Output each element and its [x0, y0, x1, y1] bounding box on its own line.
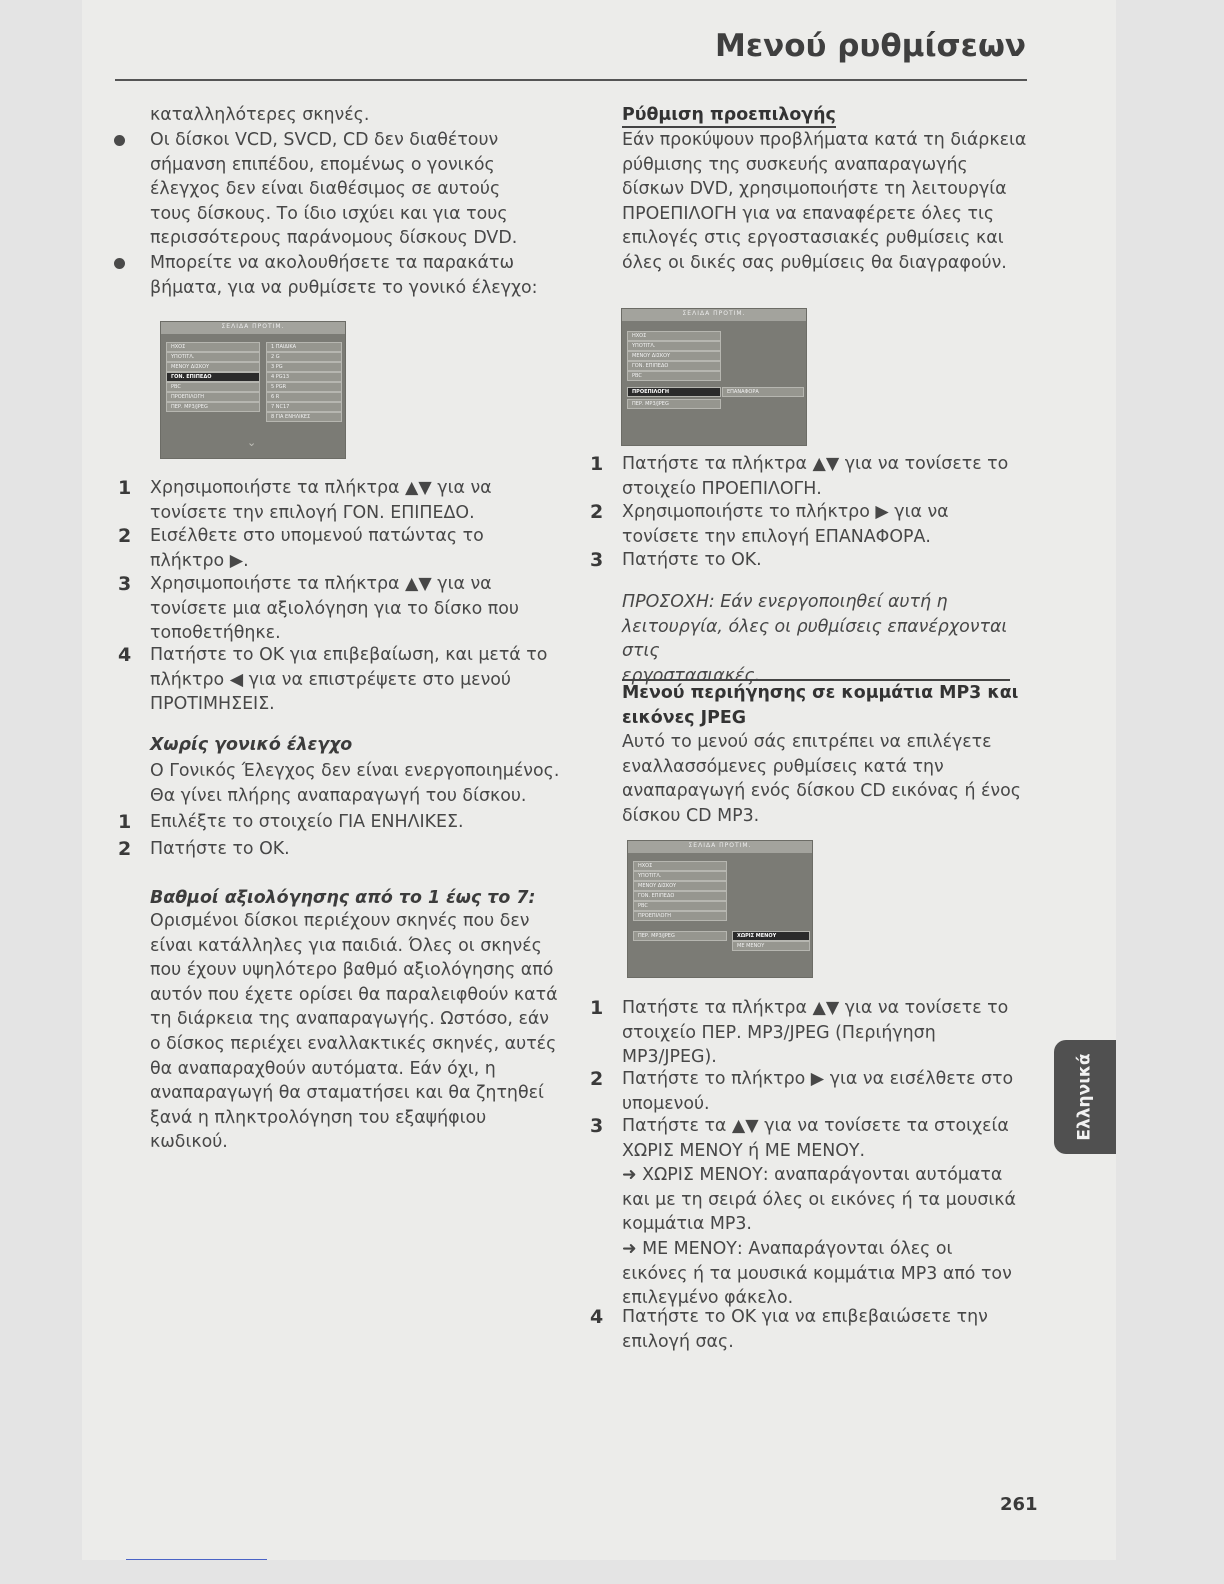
body-line: Εάν προκύψουν προβλήματα κατά τη διάρκεια	[622, 130, 1027, 150]
language-tab	[1054, 1040, 1116, 1154]
step-line: ➜ ΜΕ ΜΕΝΟΥ: Αναπαράγονται όλες οι	[622, 1238, 953, 1259]
mp3-menu-screenshot	[627, 840, 813, 978]
body-line: που έχουν υψηλότερο βαθμό αξιολόγησης από	[150, 960, 554, 981]
body-line: δίσκου CD MP3.	[622, 805, 760, 826]
caution-line: εργοστασιακές.	[622, 665, 761, 686]
body-line: όλες οι δικές σας ρυθμίσεις θα διαγραφούν.	[622, 252, 1007, 273]
defaults-menu-screenshot	[621, 308, 807, 446]
step-line: Πατήστε το OK.	[150, 839, 290, 859]
mp3-body	[622, 730, 1032, 828]
step-number: 1	[118, 811, 132, 833]
step-line: Επιλέξτε το στοιχείο ΓΙΑ ΕΝΗΛΙΚΕΣ.	[150, 812, 464, 832]
submenu-item: 4 PG13	[266, 372, 342, 382]
menu-title-bar	[622, 309, 806, 321]
step-item	[118, 837, 568, 862]
page-number: 261	[1000, 1494, 1038, 1515]
submenu-item: 3 PG	[266, 362, 342, 372]
step-number: 4	[118, 644, 132, 666]
body-line: ξανά η πληκτρολόγηση του εξαψήφιου	[150, 1107, 487, 1128]
step-item	[590, 1114, 1032, 1311]
submenu-item: ΜΕ ΜΕΝΟΥ	[732, 941, 810, 951]
step-line: Χρησιμοποιήστε τα πλήκτρα ▲▼ για να	[150, 478, 492, 498]
step-line: τονίσετε μια αξιολόγηση για το δίσκο που	[150, 598, 519, 619]
menu-item: ΓΟΝ. ΕΠΙΠΕΔΟ	[627, 361, 721, 371]
ratings-heading: Βαθμοί αξιολόγησης από το 1 έως το 7:	[150, 888, 536, 908]
bullet-line: Μπορείτε να ακολουθήσετε τα παρακάτω	[150, 253, 515, 273]
step-item	[590, 1067, 1032, 1116]
body-line: είναι κατάλληλες για παιδιά. Όλες οι σκηνές	[150, 935, 542, 956]
step-number: 3	[590, 1115, 604, 1137]
step-item	[590, 452, 1032, 501]
step-item	[118, 643, 568, 717]
step-line: υπομενού.	[622, 1093, 710, 1114]
step-number: 3	[590, 549, 604, 571]
body-line: Ορισμένοι δίσκοι περιέχουν σκηνές που δεν	[150, 911, 530, 931]
submenu-item-selected: ΧΩΡΙΣ ΜΕΝΟΥ	[732, 931, 810, 941]
caution-line: ΠΡΟΣΟΧΗ: Εάν ενεργοποιηθεί αυτή η	[622, 592, 948, 612]
submenu-item: 2 G	[266, 352, 342, 362]
step-line: και με τη σειρά όλες οι εικόνες ή τα μουσικά	[622, 1189, 1017, 1210]
step-number: 3	[118, 573, 132, 595]
bullet-icon	[114, 258, 125, 269]
menu-item-selected: ΓΟΝ. ΕΠΙΠΕΔΟ	[166, 372, 260, 382]
body-line: ΠΡΟΕΠΙΛΟΓΗ για να επαναφέρετε όλες τις	[622, 203, 995, 224]
step-line: πλήκτρο ▶.	[150, 550, 249, 571]
ratings-body	[150, 909, 568, 1155]
step-line: εικόνες ή τα μουσικά κομμάτια MP3 από τον	[622, 1263, 1012, 1284]
menu-item: ΜΕΝΟΥ ΔΙΣΚΟΥ	[633, 881, 727, 891]
menu-item: ΠΡΟΕΠΙΛΟΓΗ	[633, 911, 727, 921]
body-line: Θα γίνει πλήρης αναπαραγωγή του δίσκου.	[150, 785, 527, 806]
body-line: Αυτό το μενού σάς επιτρέπει να επιλέγετε	[622, 732, 992, 752]
left-column	[118, 103, 568, 1183]
menu-item: ΥΠΟΤΙΤΛ.	[166, 352, 260, 362]
bullet-item	[150, 251, 568, 300]
step-line: Χρησιμοποιήστε το πλήκτρο ▶ για να	[622, 502, 949, 522]
body-line: αναπαραγωγή ενός δίσκου CD εικόνας ή ένος	[622, 781, 1021, 802]
heading-line: εικόνες JPEG	[622, 707, 747, 728]
default-heading	[622, 103, 836, 128]
step-line: ΠΡΟΤΙΜΗΣΕΙΣ.	[150, 694, 275, 715]
step-item	[590, 500, 1032, 549]
menu-item: ΠΕΡ. MP3/JPEG	[633, 931, 727, 941]
submenu-item: 7 NC17	[266, 402, 342, 412]
step-line: Πατήστε το OK για να επιβεβαιώσετε την	[622, 1307, 988, 1327]
step-line: Πατήστε τα πλήκτρα ▲▼ για να τονίσετε το	[622, 454, 1009, 474]
no-parental-heading: Χωρίς γονικό έλεγχο	[150, 735, 353, 755]
mp3-heading	[622, 681, 1032, 730]
menu-item: ΜΕΝΟΥ ΔΙΣΚΟΥ	[627, 351, 721, 361]
menu-item: ΠΕΡ. MP3/JPEG	[166, 402, 260, 412]
step-line: κομμάτια MP3.	[622, 1214, 752, 1235]
menu-title-bar	[628, 841, 812, 853]
step-line: Πατήστε το πλήκτρο ▶ για να εισέλθετε στο	[622, 1069, 1014, 1089]
menu-item: ΠΡΟΕΠΙΛΟΓΗ	[166, 392, 260, 402]
step-number: 2	[590, 1068, 604, 1090]
default-body	[622, 128, 1032, 276]
right-column	[590, 103, 1032, 1363]
step-line: επιλεγμένο φάκελο.	[622, 1288, 794, 1309]
bullet-line: περισσότερους παράνομους δίσκους DVD.	[150, 228, 518, 249]
step-number: 1	[590, 453, 604, 475]
menu-item: ΗΧΟΣ	[627, 331, 721, 341]
menu-item: ΠΕΡ. MP3/JPEG	[627, 399, 721, 409]
step-number: 4	[590, 1306, 604, 1328]
step-line: Χρησιμοποιήστε τα πλήκτρα ▲▼ για να	[150, 574, 492, 594]
menu-title: ΣΕΛΙΔΑ ΠΡΟΤΙΜ.	[688, 842, 752, 849]
step-line: επιλογή σας.	[622, 1331, 734, 1352]
chevron-down-icon: ⌄	[247, 436, 257, 449]
language-tab-label-wrap	[1054, 1040, 1116, 1154]
bullet-line: σήμανση επιπέδου, επομένως ο γονικός	[150, 154, 495, 175]
body-line: εναλλασσόμενες ρυθμίσεις κατά την	[622, 756, 944, 777]
step-line: στοιχείο ΠΕΡ. MP3/JPEG (Περιήγηση	[622, 1022, 936, 1043]
intro-continuation: καταλληλότερες σκηνές.	[150, 105, 370, 125]
body-line: ρύθμισης της συσκευής αναπαραγωγής	[622, 154, 968, 175]
bullet-line: τους δίσκους. Το ίδιο ισχύει και για τους	[150, 203, 508, 224]
step-item	[118, 572, 568, 646]
step-number: 2	[590, 501, 604, 523]
footer-underline	[126, 1559, 267, 1560]
submenu-item: 1 ΠΑΙΔΙΚΑ	[266, 342, 342, 352]
language-tab-label: Ελληνικά	[1075, 1053, 1096, 1141]
menu-item: ΜΕΝΟΥ ΔΙΣΚΟΥ	[166, 362, 260, 372]
step-line: Πατήστε τα πλήκτρα ▲▼ για να τονίσετε το	[622, 998, 1009, 1018]
step-line: ΧΩΡΙΣ ΜΕΝΟΥ ή ΜΕ ΜΕΝΟΥ.	[622, 1140, 866, 1161]
step-line: στοιχείο ΠΡΟΕΠΙΛΟΓΗ.	[622, 478, 822, 499]
step-number: 1	[118, 477, 132, 499]
bullet-line: Οι δίσκοι VCD, SVCD, CD δεν διαθέτουν	[150, 130, 499, 150]
menu-item: PBC	[166, 382, 260, 392]
step-line: Εισέλθετε στο υπομενού πατώντας το	[150, 526, 484, 546]
menu-title: ΣΕΛΙΔΑ ΠΡΟΤΙΜ.	[221, 323, 285, 330]
step-line: ➜ ΧΩΡΙΣ ΜΕΝΟΥ: αναπαράγονται αυτόματα	[622, 1165, 1003, 1186]
menu-item: PBC	[627, 371, 721, 381]
submenu-item: 6 R	[266, 392, 342, 402]
body-line: αναπαραγωγή θα σταματήσει και θα ζητηθεί	[150, 1083, 544, 1104]
body-line: κωδικού.	[150, 1132, 228, 1153]
step-item	[118, 810, 568, 835]
step-item	[590, 1305, 1032, 1354]
menu-item: PBC	[633, 901, 727, 911]
title-divider	[115, 79, 1027, 81]
body-line: τη διάρκεια της αναπαραγωγής. Ωστόσο, εάν	[150, 1009, 550, 1030]
bullet-line: βήματα, για να ρυθμίσετε το γονικό έλεγχο:	[150, 277, 538, 298]
menu-item: ΓΟΝ. ΕΠΙΠΕΔΟ	[633, 891, 727, 901]
step-line: Πατήστε το OK για επιβεβαίωση, και μετά το	[150, 645, 548, 665]
menu-item: ΥΠΟΤΙΤΛ.	[627, 341, 721, 351]
step-number: 1	[590, 997, 604, 1019]
step-line: MP3/JPEG).	[622, 1047, 717, 1068]
caution-note	[622, 590, 1032, 688]
menu-item: ΗΧΟΣ	[633, 861, 727, 871]
submenu-item: 8 ΓΙΑ ΕΝΗΛΙΚΕΣ	[266, 412, 342, 422]
body-line: θα αναπαραχθούν αυτόματα. Εάν όχι, η	[150, 1058, 496, 1079]
step-item	[590, 548, 1032, 573]
default-heading-text: Ρύθμιση προεπιλογής	[622, 105, 836, 128]
bullet-icon	[114, 135, 125, 146]
menu-item: ΥΠΟΤΙΤΛ.	[633, 871, 727, 881]
step-number: 2	[118, 525, 132, 547]
submenu-item: ΕΠΑΝΑΦΟΡΑ	[722, 387, 804, 397]
caution-line: λειτουργία, όλες οι ρυθμίσεις επανέρχονται στις	[622, 616, 1008, 662]
page-title: Μενού ρυθμίσεων	[714, 28, 1026, 64]
step-line: τοποθετήθηκε.	[150, 623, 281, 644]
body-line: επιλογές στις εργοστασιακές ρυθμίσεις και	[622, 228, 1004, 249]
menu-title: ΣΕΛΙΔΑ ΠΡΟΤΙΜ.	[682, 310, 746, 317]
step-line: Πατήστε τα ▲▼ για να τονίσετε τα στοιχεία	[622, 1116, 1009, 1136]
menu-item-selected: ΠΡΟΕΠΙΛΟΓΗ	[627, 387, 721, 397]
bullet-item	[150, 128, 568, 251]
body-line: Ο Γονικός Έλεγχος δεν είναι ενεργοποιημένος.	[150, 761, 560, 781]
body-line: ο δίσκος περιέχει εναλλακτικές σκηνές, αυτές	[150, 1033, 557, 1054]
step-line: Πατήστε το OK.	[622, 550, 762, 570]
submenu-item: 5 PGR	[266, 382, 342, 392]
step-line: τονίσετε την επιλογή ΕΠΑΝΑΦΟΡΑ.	[622, 526, 931, 547]
no-parental-body	[150, 759, 568, 808]
heading-line: Μενού περιήγησης σε κομμάτια MP3 και	[622, 683, 1019, 703]
bullet-line: έλεγχος δεν είναι διαθέσιμος σε αυτούς	[150, 179, 501, 200]
menu-item: ΗΧΟΣ	[166, 342, 260, 352]
parental-menu-screenshot	[160, 321, 346, 459]
step-item	[118, 476, 568, 525]
step-number: 2	[118, 838, 132, 860]
step-line: πλήκτρο ◀ για να επιστρέψετε στο μενού	[150, 669, 511, 690]
step-item	[118, 524, 568, 573]
step-line: τονίσετε την επιλογή ΓΟΝ. ΕΠΙΠΕΔΟ.	[150, 502, 475, 523]
step-item	[590, 996, 1032, 1070]
body-line: δίσκων DVD, χρησιμοποιήστε τη λειτουργία	[622, 179, 1007, 200]
menu-title-bar	[161, 322, 345, 334]
body-line: αυτόν που έχετε ορίσει θα παραλειφθούν κατά	[150, 984, 558, 1005]
